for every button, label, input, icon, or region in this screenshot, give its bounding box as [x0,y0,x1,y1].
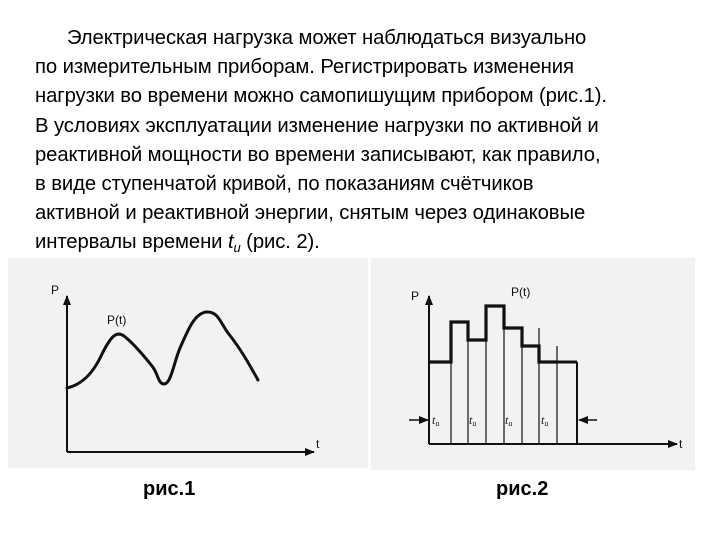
paragraph-line: нагрузки во времени можно самопишущим прибором (рис.1). [35,85,607,108]
svg-text:tu: tu [541,413,549,428]
paragraph-line: Электрическая нагрузка может наблюдаться визуально [67,27,587,49]
paragraph-line: реактивной мощности во времени записывают, как правило, [35,143,601,166]
paragraph-line-end: (рис. 2). [240,231,320,254]
figure-1-caption: рис.1 [143,478,196,500]
paragraph-line: активной и реактивной энергии, снятым через одинаковые [35,202,586,225]
x-axis-label: t [316,437,320,451]
paragraph-line: по измерительным приборам. Регистрировать изменения [35,56,574,79]
load-curve [67,312,258,388]
stepped-curve [429,306,557,362]
y-axis-label: P [51,283,60,297]
body-paragraph [35,24,710,258]
svg-text:tu: tu [469,413,477,428]
figure-1-load-curve [8,258,368,468]
paragraph-line: интервалы времени [35,231,228,254]
svg-text:tu: tu [505,413,513,428]
svg-text:tu: tu [432,413,440,428]
paragraph-line: в виде ступенчатой кривой, по показаниям счётчиков [35,173,534,196]
y-axis-label: P [411,289,420,303]
figure-2-stepped-curve [371,258,695,470]
figure-2-caption: рис.2 [496,478,549,500]
curve-label: P(t) [511,285,531,299]
interval-labels [432,413,548,428]
paragraph-line: В условиях эксплуатации изменение нагрузки по активной и [35,114,599,137]
time-interval-symbol: $t_u$ [227,231,241,256]
curve-label: P(t) [107,313,127,327]
x-axis-label: t [679,437,683,451]
